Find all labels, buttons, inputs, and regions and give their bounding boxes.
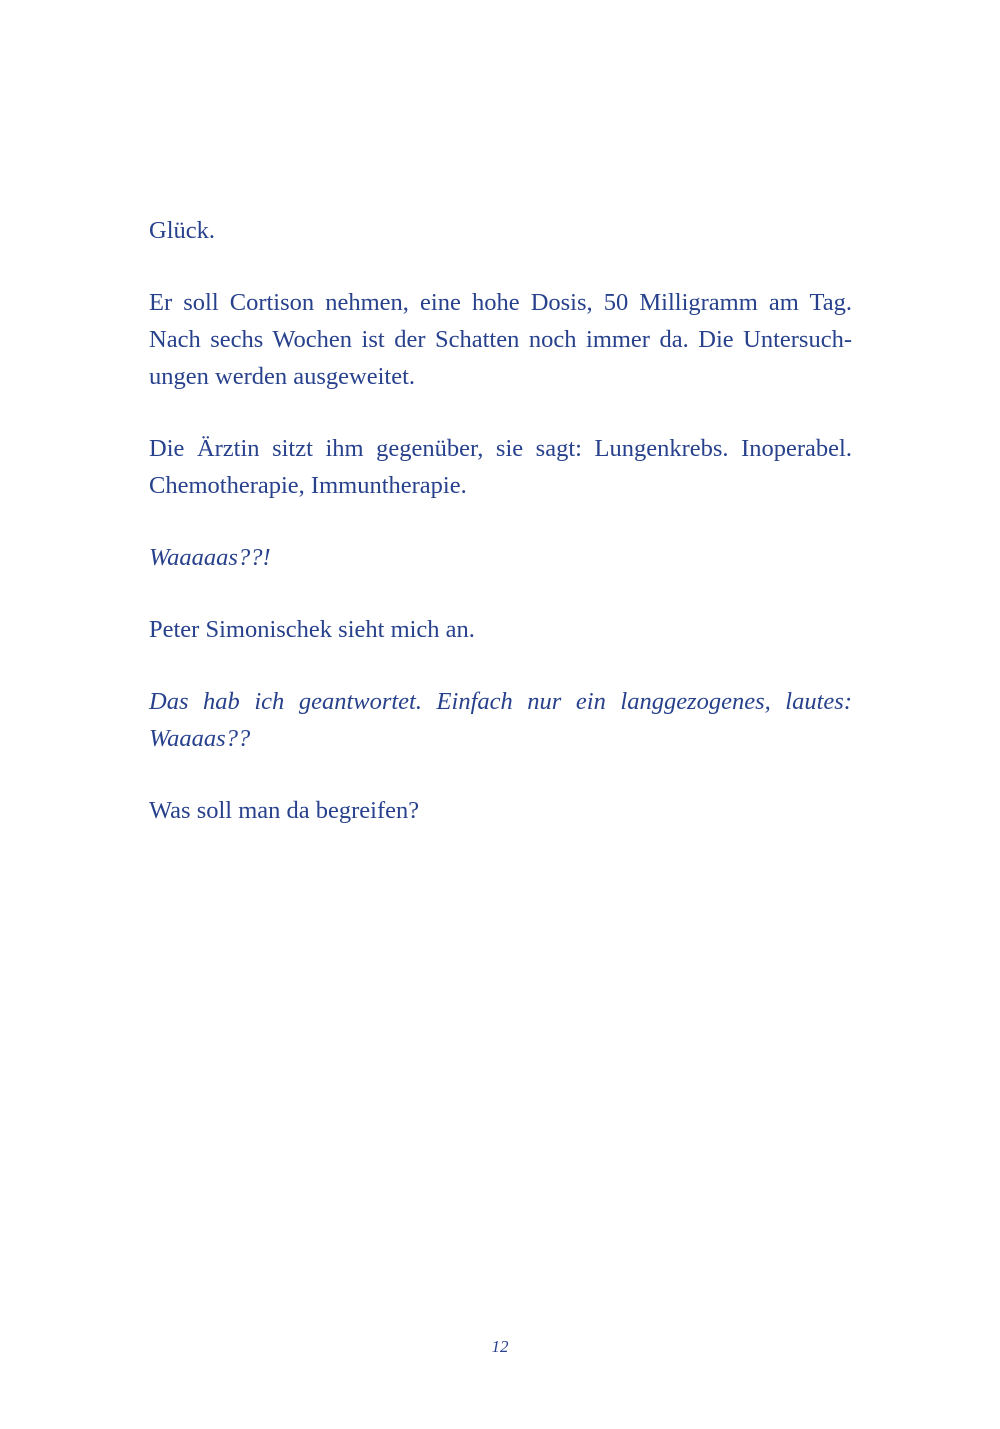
text-line: Chemotherapie, Immuntherapie. [149,472,467,499]
page-body [149,212,852,864]
text-line: Was soll man da begreifen? [149,797,420,824]
paragraph-glueck [149,212,852,249]
paragraph-begreifen [149,792,852,829]
page-number: 12 [491,1337,509,1356]
paragraph-cortison [149,284,852,395]
text-line: Waaaaas??! [149,544,271,571]
paragraph-simonischek [149,611,852,648]
text-line: Peter Simonischek sieht mich an. [149,616,475,643]
text-line: ungen werden ausgeweitet. [149,363,415,390]
paragraph-aerztin [149,430,852,504]
paragraph-geantwortet [149,683,852,757]
text-line: Das hab ich geantwortet. Einfach nur ein langgezogenes, lautes: Waaaas?? [149,688,852,752]
text-line: Er soll Cortison nehmen, eine hohe Dosis, 50 Milligramm am Tag. [149,289,852,316]
text-line: Glück. [149,217,215,244]
text-line: Die Ärztin sitzt ihm gegenüber, sie sagt: Lungenkrebs. Inoperabel. [149,435,852,462]
text-line: Nach sechs Wochen ist der Schatten noch immer da. Die Untersuch- [149,326,852,353]
paragraph-waaaaas [149,539,852,576]
